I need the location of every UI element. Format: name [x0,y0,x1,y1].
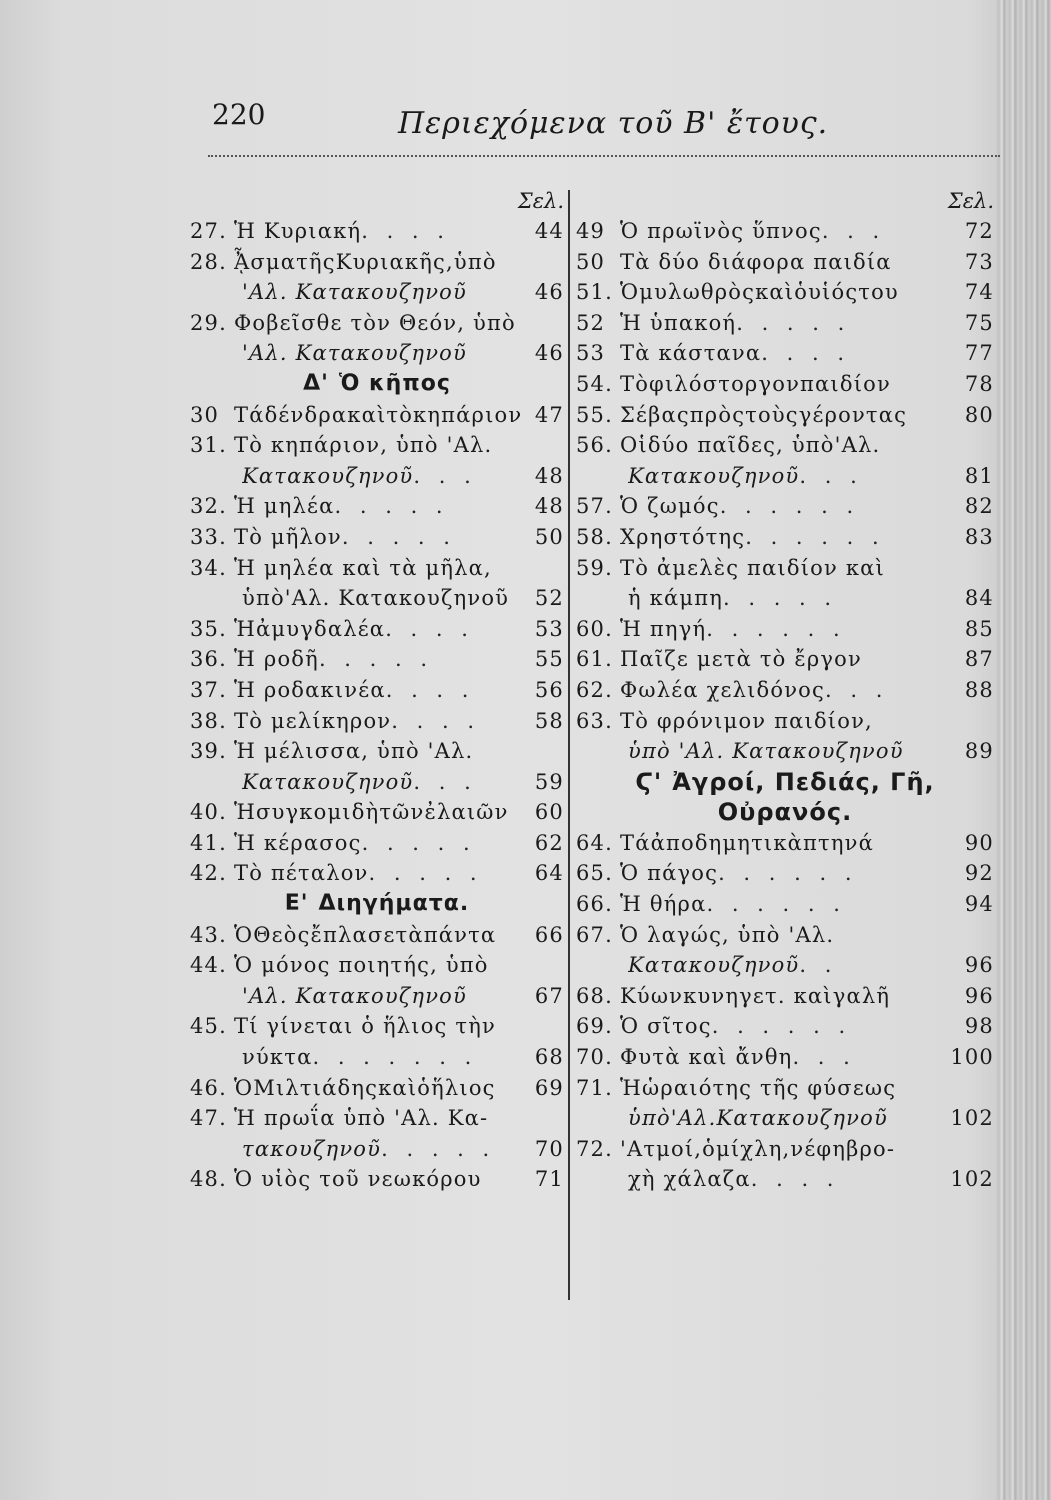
toc-entry [190,491,564,522]
entry-title-continued: Κατακουζηνοῦ [242,769,414,794]
entry-title: 'Ατμοί,ὁμίχλη,νέφηβρο- [620,1136,896,1161]
entry-title: Τὸ πέταλον [234,861,369,886]
toc-right-entries [576,216,994,1195]
entry-page: 84 [964,586,994,611]
entry-page: 89 [964,739,994,764]
entry-page: 96 [964,983,994,1008]
entry-title: Ἡ μέλισσα, ὑπὸ 'Αλ. [234,739,474,764]
entry-page: 94 [964,892,994,917]
toc-entry [576,644,994,675]
entry-number: 68. [576,983,613,1008]
entry-page: 46 [534,280,564,305]
toc-entry [190,797,564,828]
entry-page: 78 [964,371,994,396]
entry-number: 70. [576,1045,613,1070]
toc-entry [190,950,564,981]
toc-entry [190,614,564,645]
entry-number: 41. [190,830,227,855]
leader-dots: . . . [792,1045,856,1070]
section-letter: Ε' [284,891,309,917]
entry-title: Τὸ κηπάριον, ὑπὸ 'Αλ. [234,433,493,458]
entry-title: Φωλέα χελιδόνος [620,677,825,702]
entry-title: Ἡ κέρασος [234,830,362,855]
entry-page: 48 [534,463,564,488]
entry-number: 49 [576,219,606,243]
entry-page: 102 [950,1167,994,1192]
toc-right-column [576,186,994,1195]
entry-title: Ἡ μηλέα καὶ τὰ μῆλα, [234,555,492,580]
entry-page: 74 [964,280,994,305]
entry-page: 77 [964,341,994,366]
entry-number: 50 [576,249,606,274]
entry-page: 70 [534,1136,564,1161]
toc-entry [576,1011,994,1042]
entry-title: Ἡσυγκομιδὴτῶνἐλαιῶν [234,800,509,825]
toc-entry-continuation [190,338,564,369]
leader-dots: . . . [821,219,886,243]
entry-title: Οἱδύο παῖδες, ὑπὸ'Αλ. [620,433,881,458]
entry-number: 61. [576,647,613,672]
leader-dots: . . . . . . [711,1014,852,1039]
leader-dots: . . . . . [368,861,483,886]
entry-title: Κύωνκυνηγετ. καὶγαλῆ [620,983,891,1008]
toc-entry [576,338,994,369]
toc-entry [190,920,564,951]
toc-entry [576,430,994,461]
entry-number: 29. [190,310,227,335]
entry-page: 66 [534,922,564,947]
entry-page: 87 [964,647,994,672]
entry-number: 45. [190,1014,227,1039]
entry-title-continued: ἡ κάμπη [628,586,723,611]
entry-number: 63. [576,708,613,733]
toc-entry [190,1164,564,1195]
toc-entry [576,1073,994,1104]
column-divider [568,190,570,1300]
entry-page: 100 [950,1045,994,1070]
header-rule [208,155,1000,157]
toc-entry [190,706,564,737]
entry-title: Τάἀποδημητικὰπτηνά [620,830,874,855]
entry-title: Ἡ ροδῆ [234,647,319,672]
entry-page: 60 [534,800,564,825]
entry-number: 34. [190,555,227,580]
entry-number: 30 [190,402,220,427]
entry-title: Χρηστότης [620,524,746,549]
section-heading [576,797,994,828]
section-title: Διηγήματα. [318,891,470,917]
toc-entry-continuation [190,583,564,614]
toc-entry [576,247,994,278]
entry-number: 54. [576,371,613,396]
toc-entry [190,736,564,767]
toc-entry [576,400,994,431]
entry-page: 98 [964,1014,994,1039]
entry-title: Ὁ πάγος [620,861,719,886]
entry-number: 42. [190,861,227,886]
entry-title: Ἡ ὑπακοή [620,310,737,335]
toc-entry-continuation [190,277,564,308]
leader-dots: . . . . [750,1167,840,1192]
leader-dots: . . . . [761,341,850,366]
leader-dots: . . . . . [341,524,456,549]
toc-entry [576,308,994,339]
entry-page: 46 [534,341,564,366]
entry-number: 64. [576,830,613,855]
toc-entry [576,491,994,522]
entry-page: 44 [534,219,564,243]
toc-entry [576,1134,994,1165]
entry-title: Ἡὡραιότης τῆς φύσεως [620,1075,897,1100]
entry-number: 69. [576,1014,613,1039]
running-title: Περιεχόμενα τοῦ Β' ἔτους. [398,106,829,141]
toc-entry-continuation [576,1103,994,1134]
leader-dots: . . . [413,463,477,488]
entry-number: 37. [190,677,227,702]
entry-page: 96 [964,953,994,978]
entry-number: 46. [190,1075,227,1100]
entry-title: Ὁμυλωθρὸςκαὶὁυἱόςτου [620,280,899,305]
entry-page: 53 [534,616,564,641]
leader-dots: . . . . . . [706,892,846,917]
leader-dots: . . . . [385,677,475,702]
entry-page: 68 [534,1045,564,1070]
entry-title: ᾎσματῆςΚυριακῆς,ὑπὸ [234,249,497,274]
entry-number: 59. [576,555,613,580]
leader-dots: . . . . [385,616,474,641]
entry-number: 72. [576,1136,613,1161]
entry-title: Τὰ δύο διάφορα παιδία [620,249,892,274]
entry-title: Τὸ μῆλον [234,524,342,549]
toc-entry [576,858,994,889]
toc-entry [190,216,564,247]
entry-number: 38. [190,708,227,733]
toc-entry [576,277,994,308]
entry-number: 57. [576,494,613,519]
section-letter: Δ' [303,370,329,396]
entry-title-continued: 'Αλ. Κατακουζηνοῦ [242,341,467,366]
entry-number: 40. [190,800,227,825]
page-header [0,92,1051,152]
entry-page: 90 [964,830,994,855]
entry-title: Ἡ Κυριακή [234,219,362,243]
page-column-label: Σελ. [517,189,564,213]
toc-entry [190,553,564,584]
entry-page: 83 [964,524,994,549]
entry-title-continued: Κατακουζηνοῦ [628,953,800,978]
entry-title: Ὁ πρωϊνὸς ὕπνος [620,219,822,243]
entry-page: 75 [964,310,994,335]
leader-dots: . . . . . . [745,524,885,549]
leader-dots: . . . [825,677,889,702]
section-heading [190,369,564,400]
toc-entry [190,644,564,675]
entry-page: 69 [534,1075,564,1100]
entry-title-continued: ὑπὸ 'Αλ. Κατακουζηνοῦ [628,739,904,764]
entry-page: 88 [964,677,994,702]
toc-entry-continuation [576,736,994,767]
leader-dots: . . . . . [361,830,476,855]
entry-title-continued: 'Αλ. Κατακουζηνοῦ [242,280,467,305]
leader-dots: . . . . . . . [312,1045,478,1070]
entry-page: 50 [534,524,564,549]
toc-left-column [190,186,564,1195]
toc-entry [576,216,994,247]
leader-dots: . . . . . [318,647,434,672]
entry-title: Ὁ μόνος ποιητής, ὑπὸ [234,953,489,978]
entry-number: 33. [190,524,227,549]
section-title: Ὁ κῆπος [338,370,451,396]
leader-dots: . . . . . . [706,616,846,641]
leader-dots: . . . . . [381,1136,496,1161]
entry-title-continued: 'Αλ. Κατακουζηνοῦ [242,983,467,1008]
entry-number: 52 [576,310,606,335]
toc-entry-continuation [576,1164,994,1195]
entry-title: Ὁ λαγώς, ὑπὸ 'Αλ. [620,922,835,947]
entry-title: Ὁ σῖτος [620,1014,712,1039]
entry-title: ὉΘεὸςἔπλασετὰπάντα [234,922,497,947]
entry-number: 31. [190,433,227,458]
leader-dots: . . . . [391,708,480,733]
toc-entry [576,1042,994,1073]
entry-number: 35. [190,616,227,641]
toc-entry [190,675,564,706]
toc-entry [576,369,994,400]
entry-page: 92 [964,861,994,886]
entry-page: 59 [534,769,564,794]
entry-number: 60. [576,616,613,641]
toc-entry-continuation [190,1134,564,1165]
entry-title: Ἡ θήρα [620,892,707,917]
entry-page: 81 [964,463,994,488]
entry-title-continued: ὑπὸ'Αλ. Κατακουζηνοῦ [242,586,510,611]
entry-number: 67. [576,922,613,947]
entry-page: 47 [534,402,564,427]
section-heading [190,889,564,920]
entry-number: 39. [190,739,227,764]
entry-number: 71. [576,1075,613,1100]
entry-title: Σέβαςπρὸςτοὺςγέροντας [620,402,908,427]
leader-dots: . . [799,953,838,978]
page-number: 220 [212,98,266,131]
entry-page: 62 [534,830,564,855]
entry-title-continued: νύκτα [242,1045,313,1070]
entry-page: 82 [964,494,994,519]
toc-entry [576,981,994,1012]
leader-dots: . . . . . [334,494,449,519]
toc-entry [190,400,564,431]
toc-entry [190,247,564,278]
entry-title: Ἡ πρωΐα ὑπὸ 'Αλ. Κα- [234,1106,489,1131]
entry-page: 58 [534,708,564,733]
toc-left-entries [190,216,564,1195]
entry-number: 27. [190,219,227,243]
toc-entry-continuation [190,767,564,798]
toc-entry-continuation [576,950,994,981]
entry-title: Τὰ κάστανα [620,341,762,366]
leader-dots: . . . . . [723,586,838,611]
toc-entry [576,920,994,951]
entry-number: 65. [576,861,613,886]
entry-page: 80 [964,402,994,427]
toc-entry [576,553,994,584]
entry-title: Τὸφιλόστοργονπαιδίον [620,371,891,396]
entry-title-continued: ὑπὸ'Αλ.Κατακουζηνοῦ [628,1106,888,1131]
entry-title-continued: τακουζηνοῦ [242,1136,382,1161]
entry-title: Ὁ υἱὸς τοῦ νεωκόρου [234,1167,482,1192]
entry-page: 55 [534,647,564,672]
toc-entry [576,675,994,706]
section-title: Οὐρανός. [717,798,853,827]
entry-title: Παῖζε μετὰ τὸ ἔργον [620,647,862,672]
leader-dots: . . . . . . [719,494,860,519]
page-edge-shadow [996,0,1051,1500]
entry-number: 58. [576,524,613,549]
entry-page: 67 [534,983,564,1008]
entry-number: 43. [190,922,227,947]
toc-entry [190,828,564,859]
entry-number: 44. [190,953,227,978]
entry-title: Φοβεῖσθε τὸν Θεόν, ὑπὸ [234,310,516,335]
toc-entry [576,706,994,737]
entry-title: Ἡ πηγή [620,616,707,641]
entry-number: 62. [576,677,613,702]
toc-entry [576,522,994,553]
entry-title-continued: Κατακουζηνοῦ [628,463,800,488]
entry-page: 52 [534,586,564,611]
entry-number: 55. [576,402,613,427]
entry-title: ὉΜιλτιάδηςκαὶὁἥλιος [234,1075,496,1100]
entry-number: 53 [576,341,606,366]
toc-entry [190,1011,564,1042]
toc-entry [576,614,994,645]
toc-entry [190,858,564,889]
entry-page: 48 [534,494,564,519]
toc-entry-continuation [190,461,564,492]
entry-title: Τί γίνεται ὁ ἥλιος τὴν [234,1014,496,1039]
entry-page: 71 [534,1167,564,1192]
leader-dots: . . . [413,769,477,794]
toc-entry [190,308,564,339]
entry-title: Τάδένδρακαὶτὸκηπάριον [234,402,523,427]
entry-page: 73 [964,249,994,274]
entry-title: Ἡ ροδακινέα [234,677,386,702]
toc-entry [190,1103,564,1134]
entry-number: 66. [576,892,613,917]
toc-entry [190,430,564,461]
section-heading [576,767,994,798]
entry-number: 56. [576,433,613,458]
entry-number: 51. [576,280,613,305]
toc-entry [576,828,994,859]
toc-entry-continuation [576,583,994,614]
entry-page: 72 [964,219,994,243]
entry-number: 28. [190,249,227,274]
entry-page: 85 [964,616,994,641]
section-title: Ἀγροί, Πεδιάς, Γῆ, [672,767,935,796]
entry-title: Φυτὰ καὶ ἄνθη [620,1045,793,1070]
entry-title-continued: χὴ χάλαζα [628,1167,751,1192]
entry-title: Τὸ ἀμελὲς παιδίον καὶ [620,555,885,580]
entry-title-continued: Κατακουζηνοῦ [242,463,414,488]
toc-entry [190,1073,564,1104]
entry-page: 64 [534,861,564,886]
entry-title: Ὁ ζωμός [620,494,720,519]
toc-entry-continuation [190,981,564,1012]
leader-dots: . . . . . [736,310,851,335]
entry-title: Τὸ μελίκηρον [234,708,392,733]
entry-number: 48. [190,1167,227,1192]
entry-title: Ἡ μηλέα [234,494,335,519]
leader-dots: . . . . . . [718,861,858,886]
section-letter: Ϛ' [635,767,663,796]
entry-page: 102 [950,1106,994,1131]
entry-page: 56 [534,677,564,702]
entry-number: 36. [190,647,227,672]
page-column-label: Σελ. [947,189,994,213]
entry-title: Ἡἀμυγδαλέα [234,616,386,641]
toc-entry [190,522,564,553]
entry-number: 32. [190,494,227,519]
leader-dots: . . . [799,463,863,488]
toc-entry-continuation [190,1042,564,1073]
toc-entry-continuation [576,461,994,492]
entry-title: Τὸ φρόνιμον παιδίον, [620,708,873,733]
toc-entry [576,889,994,920]
entry-number: 47. [190,1106,227,1131]
leader-dots: . . . . [361,219,450,243]
